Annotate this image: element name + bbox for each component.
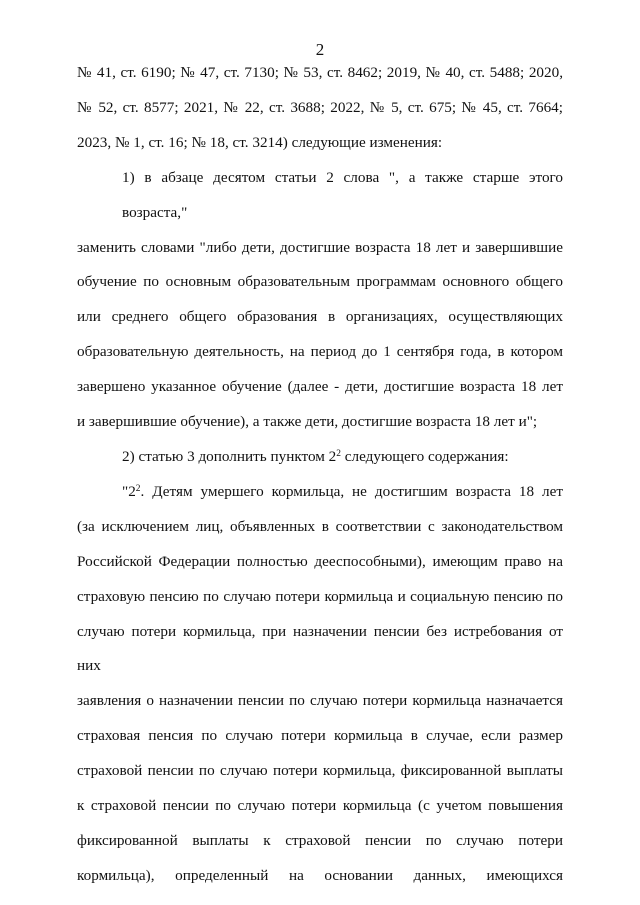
quote-line: (за исключением лиц, объявленных в соответствии с законодательством [77, 517, 563, 535]
item-2-paragraph [77, 440, 563, 475]
quote-line: фиксированной выплаты к страховой пенсии по случаю потери [77, 831, 563, 849]
quote-line: страховой пенсии по случаю потери кормильца, фиксированной выплаты [77, 762, 563, 780]
item-1-line: завершено указанное обучение (далее - дети, достигшие возраста 18 лет [77, 378, 563, 396]
quote-line: Российской Федерации полностью дееспособными), имеющим право на [77, 552, 563, 570]
item-1-line: или среднего общего образования в организациях, осуществляющих [77, 308, 563, 326]
intro-paragraph [77, 56, 563, 161]
intro-line: 2023, № 1, ст. 16; № 18, ст. 3214) следующие изменения: [77, 133, 443, 151]
intro-line: № 41, ст. 6190; № 47, ст. 7130; № 53, ст. 8462; 2019, № 40, ст. 5488; 2020, [77, 64, 563, 81]
superscript: 2 [336, 448, 341, 459]
quote-line: случаю потери кормильца, при назначении пенсии без истребования от них [77, 622, 563, 675]
quote-line: страховая пенсия по случаю потери кормильца в случае, если размер [77, 727, 563, 745]
item-1-line: заменить словами "либо дети, достигшие возраста 18 лет и завершившие [77, 238, 563, 256]
quote-paragraph [77, 475, 563, 894]
item-2-line [77, 440, 563, 475]
quote-lead-prefix: "2 [122, 482, 136, 500]
document-body [77, 56, 563, 894]
quote-line: к страховой пенсии по случаю потери кормильца (с учетом повышения [77, 797, 563, 815]
item-1-paragraph [77, 161, 563, 440]
item-1-line: обучение по основным образовательным программам основного общего [77, 273, 563, 291]
quote-lead-rest: . Детям умершего кормильца, не достигшим возраста 18 лет [140, 482, 563, 500]
item-1-line: и завершившие обучение), а также дети, достигшие возраста 18 лет и"; [77, 413, 538, 431]
quote-lead-line [77, 475, 563, 510]
quote-line: кормильца), определенный на основании данных, имеющихся [77, 866, 563, 884]
intro-line: № 52, ст. 8577; 2021, № 22, ст. 3688; 2022, № 5, ст. 675; № 45, ст. 7664; [77, 98, 563, 116]
item-1-line: 1) в абзаце десятом статьи 2 слова ", а также старше этого возраста," [122, 168, 563, 221]
item-2-text: 2) статью 3 дополнить пунктом 2 [122, 447, 337, 465]
quote-line: страховую пенсию по случаю потери кормильца и социальную пенсию по [77, 587, 563, 605]
page-number: 2 [315, 40, 325, 59]
superscript: 2 [135, 483, 141, 494]
quote-line: заявления о назначении пенсии по случаю потери кормильца назначается [77, 692, 563, 710]
item-1-line: образовательную деятельность, на период до 1 сентября года, в котором [77, 343, 563, 361]
item-2-text-after: следующего содержания: [340, 447, 509, 465]
